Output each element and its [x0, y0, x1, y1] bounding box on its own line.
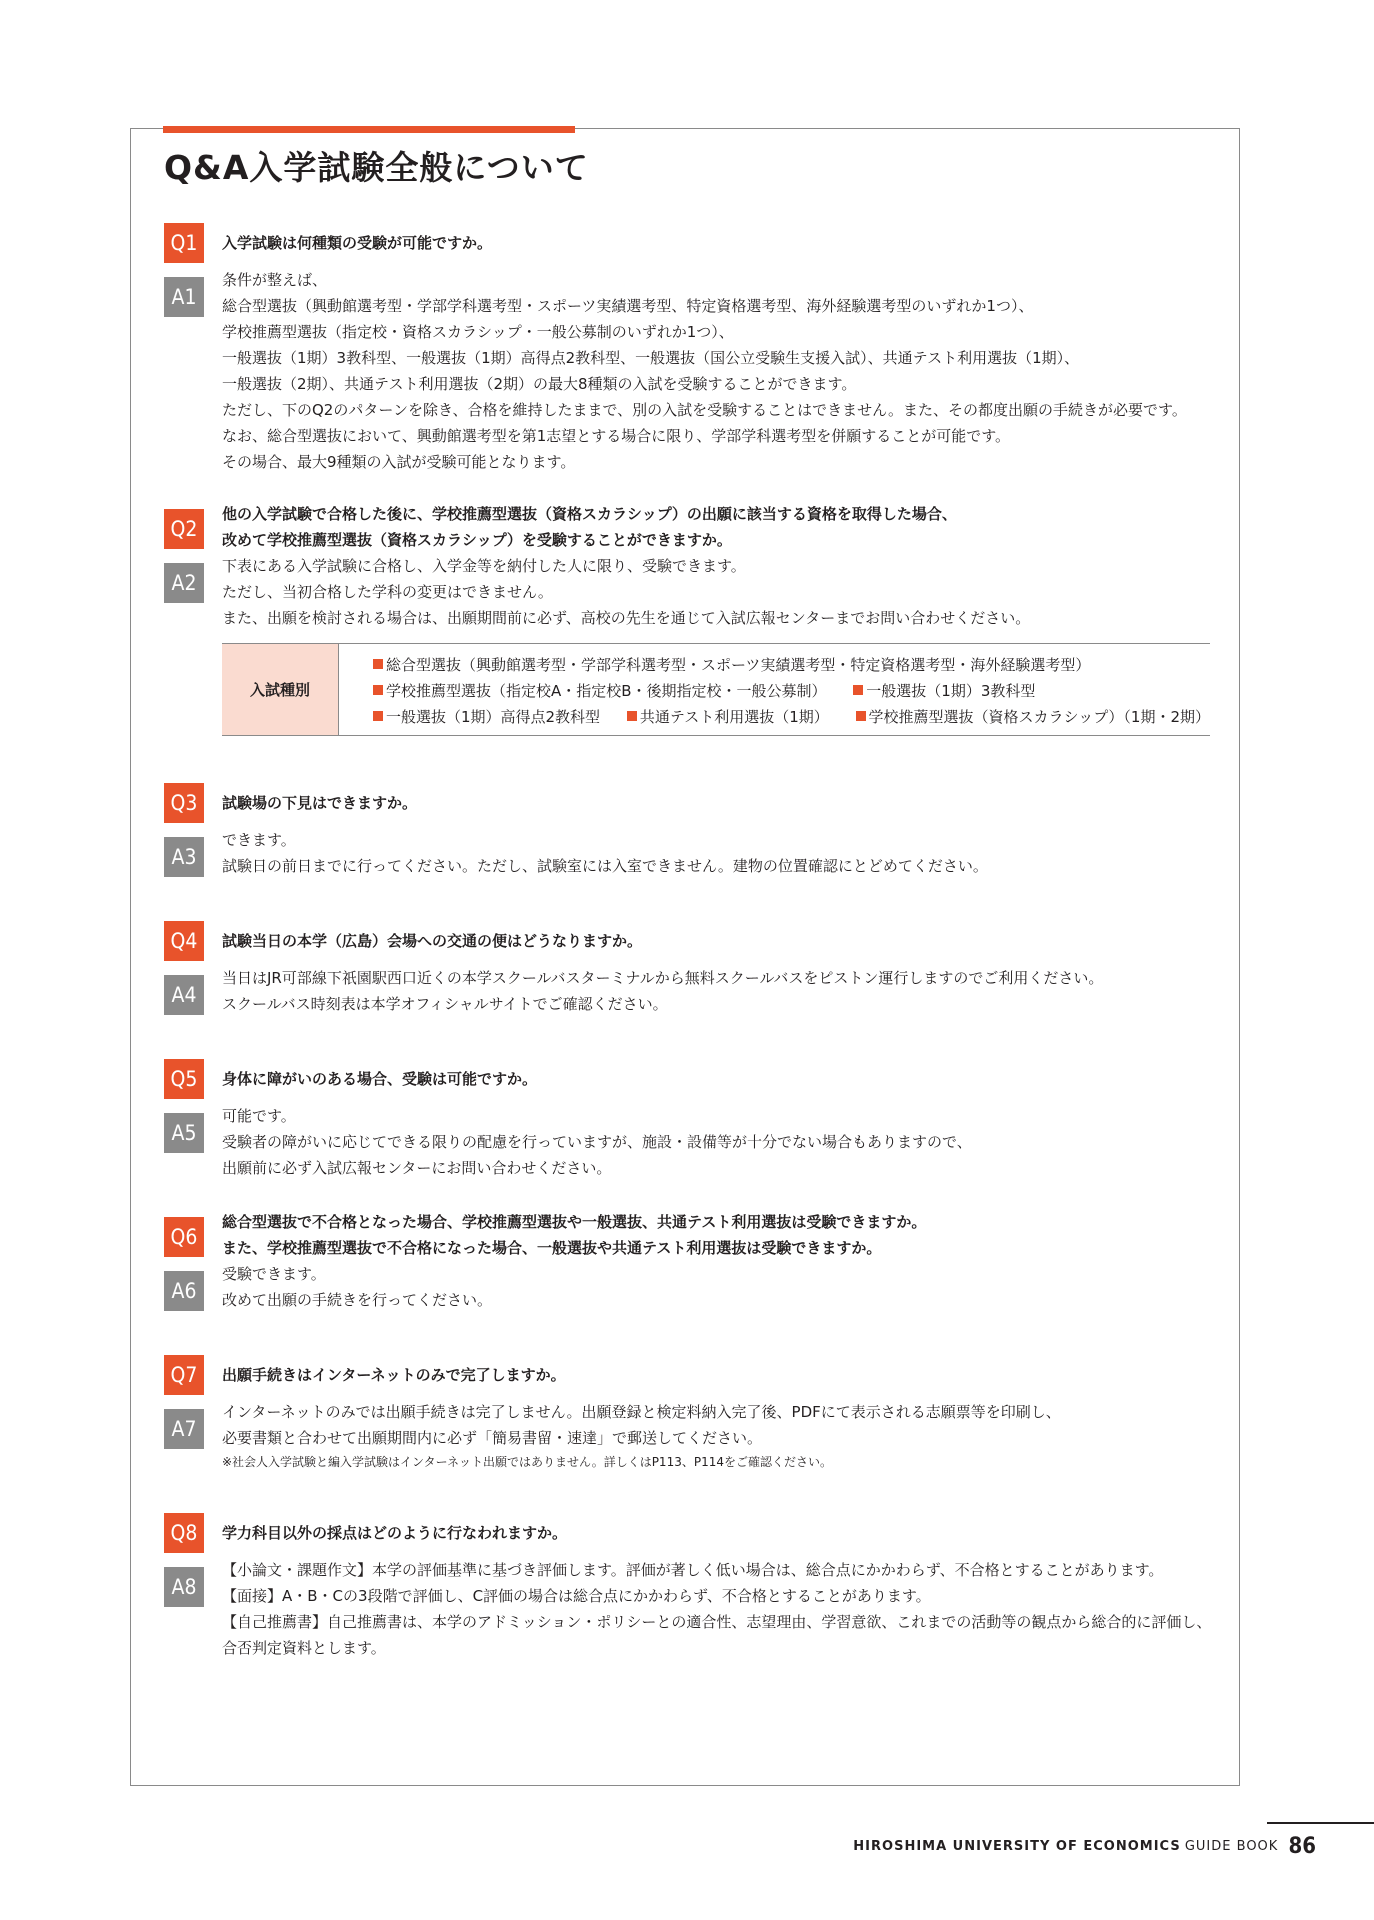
answer-badge: A3: [164, 837, 204, 877]
exam-type: 共通テスト利用選抜（1期）: [639, 708, 829, 726]
qa-item-6: [164, 1209, 1214, 1313]
answer-badge: A6: [164, 1271, 204, 1311]
qa-item-4: [164, 921, 1214, 1017]
answer-text: 条件が整えば、 総合型選抜（興動館選考型・学部学科選考型・スポーツ実績選考型、特定資格選考型、海外経験選考型のいずれか1つ）、 学校推薦型選抜（指定校・資格スカラシップ・一般公募制のいずれか1つ）、 一般選抜（1期）3教科型、一般選抜（1期）高得点2教科型、一般選抜（国公立受験生支援入試）、共通テスト利用選抜（1期）、 一般選抜（2期）、共通テスト利用選抜（2期）の最大8種類の入試を受験することができます。 ただし、下のQ2のパターンを除き、合格を維持したままで、別の入試を受験することはできません。また、その都度出願の手続きが必要です。 なお、総合型選抜において、興動館選考型を第1志望とする場合に限り、学部学科選考型を併願することが可能です。 その場合、最大9種類の入試が受験可能となります。: [222, 271, 1187, 471]
question-text: 学力科目以外の採点はどのように行なわれますか。: [222, 1524, 568, 1542]
page-title: Q&A入学試験全般について: [164, 148, 589, 187]
question-text: 他の入学試験で合格した後に、学校推薦型選抜（資格スカラシップ）の出願に該当する資格を取得した場合、 改めて学校推薦型選抜（資格スカラシップ）を受験することができますか。: [222, 505, 957, 549]
question-badge: Q2: [164, 509, 204, 549]
exam-type: 学校推薦型選抜（指定校A・指定校B・後期指定校・一般公募制）: [385, 682, 827, 700]
answer-badge: A7: [164, 1409, 204, 1449]
bullet-square-icon: [856, 711, 866, 721]
answer-text: 当日はJR可部線下祇園駅西口近くの本学スクールバスターミナルから無料スクールバスをピストン運行しますのでご利用ください。 スクールバス時刻表は本学オフィシャルサイトでご確認ください。: [222, 969, 1104, 1013]
answer-text: できます。 試験日の前日までに行ってください。ただし、試験室には入室できません。建物の位置確認にとどめてください。: [222, 831, 988, 875]
bullet-square-icon: [373, 711, 383, 721]
answer-text: 【小論文・課題作文】本学の評価基準に基づき評価します。評価が著しく低い場合は、総合点にかかわらず、不合格とすることがあります。 【面接】A・B・Cの3段階で評価し、C評価の場合は総合点にかかわらず、不合格とすることがあります。 【自己推薦書】自己推薦書は、本学のアドミッション・ポリシーとの適合性、志望理由、学習意欲、これまでの活動等の観点から総合的に評価し、 合否判定資料とします。: [222, 1561, 1212, 1657]
page-footer: [853, 1834, 1316, 1859]
question-badge: Q6: [164, 1217, 204, 1257]
answer-badge: A2: [164, 563, 204, 603]
qa-item-8: [164, 1513, 1214, 1661]
answer-text: 受験できます。 改めて出願の手続きを行ってください。: [222, 1265, 493, 1309]
bullet-square-icon: [853, 685, 863, 695]
answer-badge: A5: [164, 1113, 204, 1153]
exam-table-header: 入試種別: [222, 644, 339, 735]
question-text: 試験場の下見はできますか。: [222, 794, 418, 812]
question-text: 試験当日の本学（広島）会場への交通の便はどうなりますか。: [222, 932, 643, 950]
exam-type: 総合型選抜（興動館選考型・学部学科選考型・スポーツ実績選考型・特定資格選考型・海外経験選考型）: [385, 656, 1091, 674]
question-badge: Q4: [164, 921, 204, 961]
bullet-square-icon: [627, 711, 637, 721]
exam-type-table: [222, 643, 1210, 736]
bullet-square-icon: [373, 659, 383, 669]
question-badge: Q8: [164, 1513, 204, 1553]
footer-rule: [1267, 1822, 1374, 1824]
question-badge: Q1: [164, 223, 204, 263]
answer-text: 可能です。 受験者の障がいに応じてできる限りの配慮を行っていますが、施設・設備等が十分でない場合もありますので、 出願前に必ず入試広報センターにお問い合わせください。: [222, 1107, 972, 1177]
qa-item-7: [164, 1355, 1214, 1473]
qa-item-1: [164, 223, 1214, 475]
question-badge: Q5: [164, 1059, 204, 1099]
exam-type: 一般選抜（1期）高得点2教科型: [385, 708, 601, 726]
question-text: 入学試験は何種類の受験が可能ですか。: [222, 234, 493, 252]
qa-item-3: [164, 783, 1214, 879]
question-badge: Q7: [164, 1355, 204, 1395]
answer-text: 下表にある入学試験に合格し、入学金等を納付した人に限り、受験できます。 ただし、当初合格した学科の変更はできません。 また、出願を検討される場合は、出願期間前に必ず、高校の先生を通じて入試広報センターまでお問い合わせください。: [222, 557, 1031, 627]
footer-guide-book: GUIDE BOOK: [1184, 1839, 1279, 1854]
title-accent-bar: [163, 126, 575, 133]
answer-badge: A4: [164, 975, 204, 1015]
bullet-square-icon: [373, 685, 383, 695]
exam-type: 学校推薦型選抜（資格スカラシップ）（1期・2期）: [868, 708, 1210, 726]
question-text: 総合型選抜で不合格となった場合、学校推薦型選抜や一般選抜、共通テスト利用選抜は受験できますか。 また、学校推薦型選抜で不合格になった場合、一般選抜や共通テスト利用選抜は受験できますか。: [222, 1213, 927, 1257]
question-text: 身体に障がいのある場合、受験は可能ですか。: [222, 1070, 538, 1088]
qa-item-2: [164, 501, 1214, 631]
page-number: 86: [1288, 1834, 1316, 1859]
answer-badge: A8: [164, 1567, 204, 1607]
question-text: 出願手続きはインターネットのみで完了しますか。: [222, 1366, 566, 1384]
question-badge: Q3: [164, 783, 204, 823]
exam-type: 一般選抜（1期）3教科型: [866, 682, 1036, 700]
answer-text: インターネットのみでは出願手続きは完了しません。出願登録と検定料納入完了後、PDFにて表示される志願票等を印刷し、 必要書類と合わせて出願期間内に必ず「簡易書留・速達」で郵送してください。 ※社会人入学試験と編入学試験はインターネット出願ではありません。詳しくはP113、P114をご確認ください。: [222, 1399, 1214, 1473]
footer-university: HIROSHIMA UNIVERSITY OF ECONOMICS: [853, 1839, 1181, 1854]
exam-table-body: [339, 644, 1210, 735]
footnote: ※社会人入学試験と編入学試験はインターネット出願ではありません。詳しくはP113、P114をご確認ください。: [222, 1455, 832, 1469]
answer-badge: A1: [164, 277, 204, 317]
qa-item-5: [164, 1059, 1214, 1181]
